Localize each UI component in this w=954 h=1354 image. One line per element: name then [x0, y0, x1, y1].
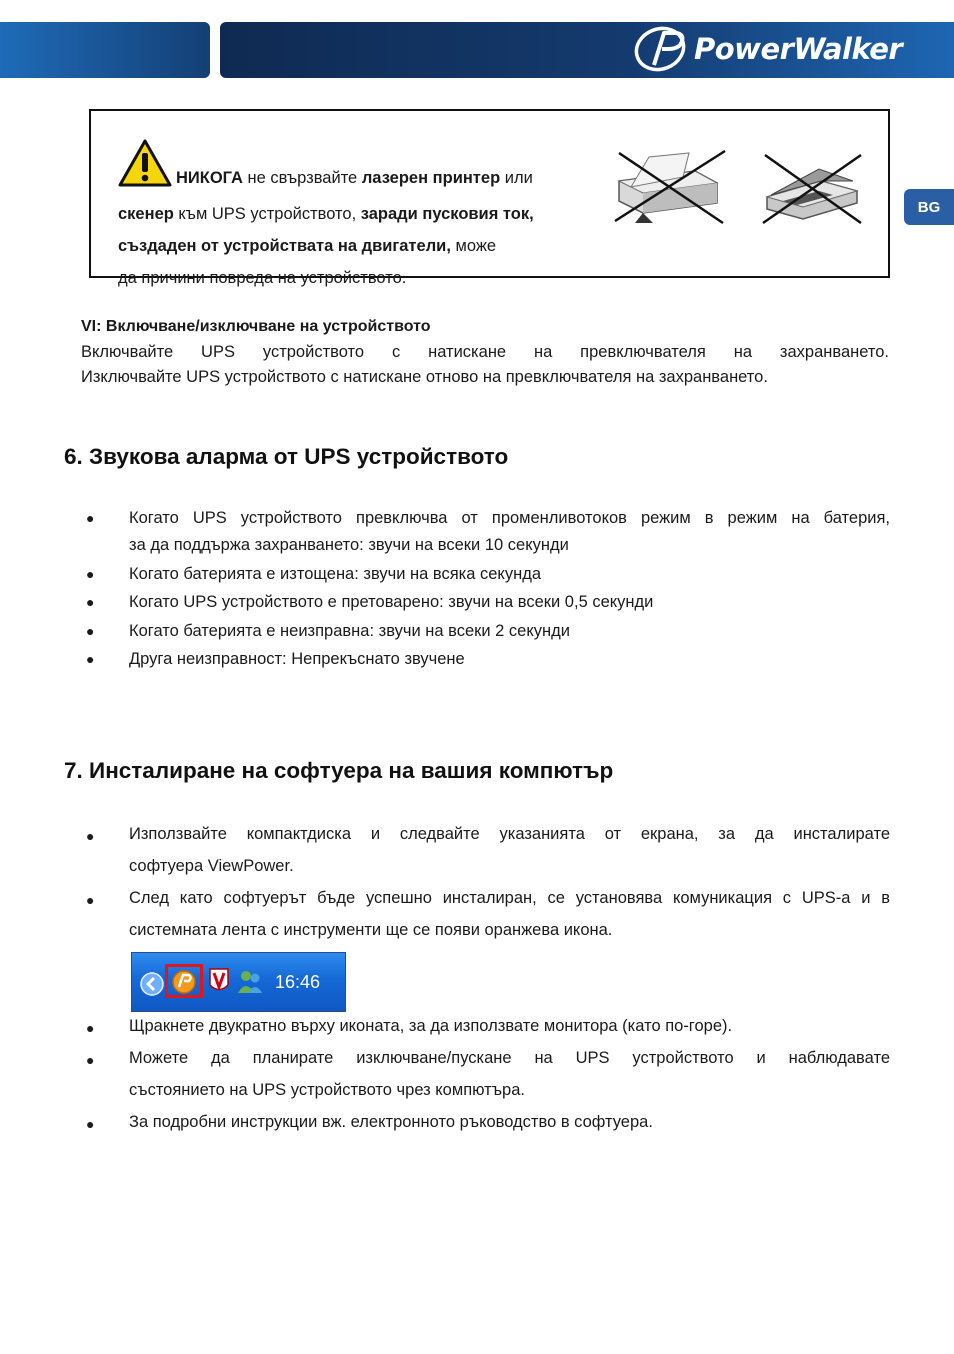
language-tab[interactable]: BG — [904, 189, 954, 225]
warning-laser-printer: лазерен принтер — [361, 169, 501, 187]
tray-clock: 16:46 — [275, 972, 321, 992]
list-item-text: За подробни инструкции вж. електронното ръководство в софтуера. — [129, 1113, 653, 1131]
list-item — [80, 882, 890, 946]
warning-part: към UPS устройството, — [173, 205, 361, 223]
viewpower-icon[interactable] — [171, 969, 197, 995]
bullet-icon: ● — [86, 510, 95, 526]
list-item-text: Когато батерията е неизправна: звучи на всеки 2 секунди — [129, 621, 570, 640]
list-item — [80, 618, 890, 645]
list-item-text: Когато батерията е изтощена: звучи на всяка секунда — [129, 564, 541, 583]
section7-list-a — [80, 818, 890, 946]
list-item — [80, 646, 890, 673]
section-vi-text — [81, 340, 889, 390]
bullet-icon: ● — [86, 1052, 95, 1068]
header-bar-left — [0, 22, 210, 78]
bullet-icon: ● — [86, 892, 95, 908]
section7-list-b — [80, 1010, 890, 1138]
powerwalker-logo-icon — [632, 25, 690, 73]
list-item-text: Щракнете двукратно върху иконата, за да използвате монитора (като по-горе). — [129, 1017, 733, 1035]
bullet-icon: ● — [86, 1116, 95, 1132]
warning-part: не свързвайте — [242, 169, 362, 187]
laser-printer-crossed-icon — [613, 147, 731, 232]
section-vi-title: VI: Включване/изключване на устройството — [81, 318, 431, 335]
system-tray-screenshot — [131, 952, 346, 1012]
warning-triangle-icon — [118, 139, 172, 198]
list-item-line: системната лента с инструменти ще се появи оранжева икона. — [129, 921, 613, 939]
list-item-line: Използвайте компактдиска и следвайте указанията от екрана, за да инсталирате — [129, 825, 890, 843]
list-item-line: След като софтуерът бъде успешно инсталиран, се установява комуникация с UPS-а и в — [129, 889, 890, 907]
list-item — [80, 818, 890, 882]
list-item-text: Друга неизправност: Непрекъснато звучене — [129, 650, 465, 668]
list-item-line: за да поддържа захранването: звучи на всеки 10 секунди — [129, 536, 569, 554]
scanner-crossed-icon — [761, 151, 865, 230]
warning-motors: създаден от устройствата на двигатели, — [118, 237, 451, 255]
list-item — [80, 561, 890, 588]
list-item-text: Когато UPS устройството е претоварено: звучи на всеки 0,5 секунди — [129, 593, 654, 611]
brand-logo — [632, 24, 902, 74]
list-item — [80, 1042, 890, 1106]
list-item — [80, 589, 890, 616]
bullet-icon: ● — [86, 651, 95, 667]
warning-part: може — [450, 237, 497, 255]
section7-title: 7. Инсталиране на софтуера на вашия компютър — [64, 758, 614, 783]
warning-inrush: заради пусковия ток, — [360, 205, 534, 223]
list-item — [80, 505, 890, 559]
warning-never: НИКОГА — [176, 169, 243, 187]
list-item-line: Можете да планирате изключване/пускане на UPS устройството и наблюдавате — [129, 1049, 890, 1067]
section-vi-line2: Изключвайте UPS устройството с натискане отново на превключвателя на захранването. — [81, 368, 768, 386]
list-item-line: Когато UPS устройството превключва от променливотоков режим в режим на батерия, — [129, 509, 890, 527]
list-item-line: софтуера ViewPower. — [129, 857, 294, 875]
bullet-icon: ● — [86, 594, 95, 610]
messenger-user-icon[interactable] — [236, 969, 264, 995]
section-vi-line1: Включвайте UPS устройството с натискане на превключвателя на захранването. — [81, 343, 889, 361]
brand-name: PowerWalker — [694, 32, 903, 66]
bullet-icon: ● — [86, 565, 95, 582]
list-item-line: състоянието на UPS устройството чрез компютъра. — [129, 1081, 525, 1099]
section6-list — [80, 505, 890, 675]
section6-title: 6. Звукова аларма от UPS устройството — [64, 444, 509, 469]
bullet-icon: ● — [86, 622, 95, 639]
warning-damage: да причини повреда на устройството. — [118, 269, 407, 287]
list-item — [80, 1010, 890, 1042]
viewpower-icon-highlight[interactable] — [165, 964, 203, 998]
bullet-icon: ● — [86, 1020, 95, 1036]
warning-part: или — [500, 169, 533, 187]
list-item — [80, 1106, 890, 1138]
antivirus-v-icon[interactable] — [208, 967, 230, 995]
tray-arrow-icon — [140, 971, 164, 997]
bullet-icon: ● — [86, 828, 95, 844]
warning-scanner: скенер — [118, 205, 174, 223]
warning-box — [89, 109, 890, 287]
warning-text — [118, 139, 588, 294]
